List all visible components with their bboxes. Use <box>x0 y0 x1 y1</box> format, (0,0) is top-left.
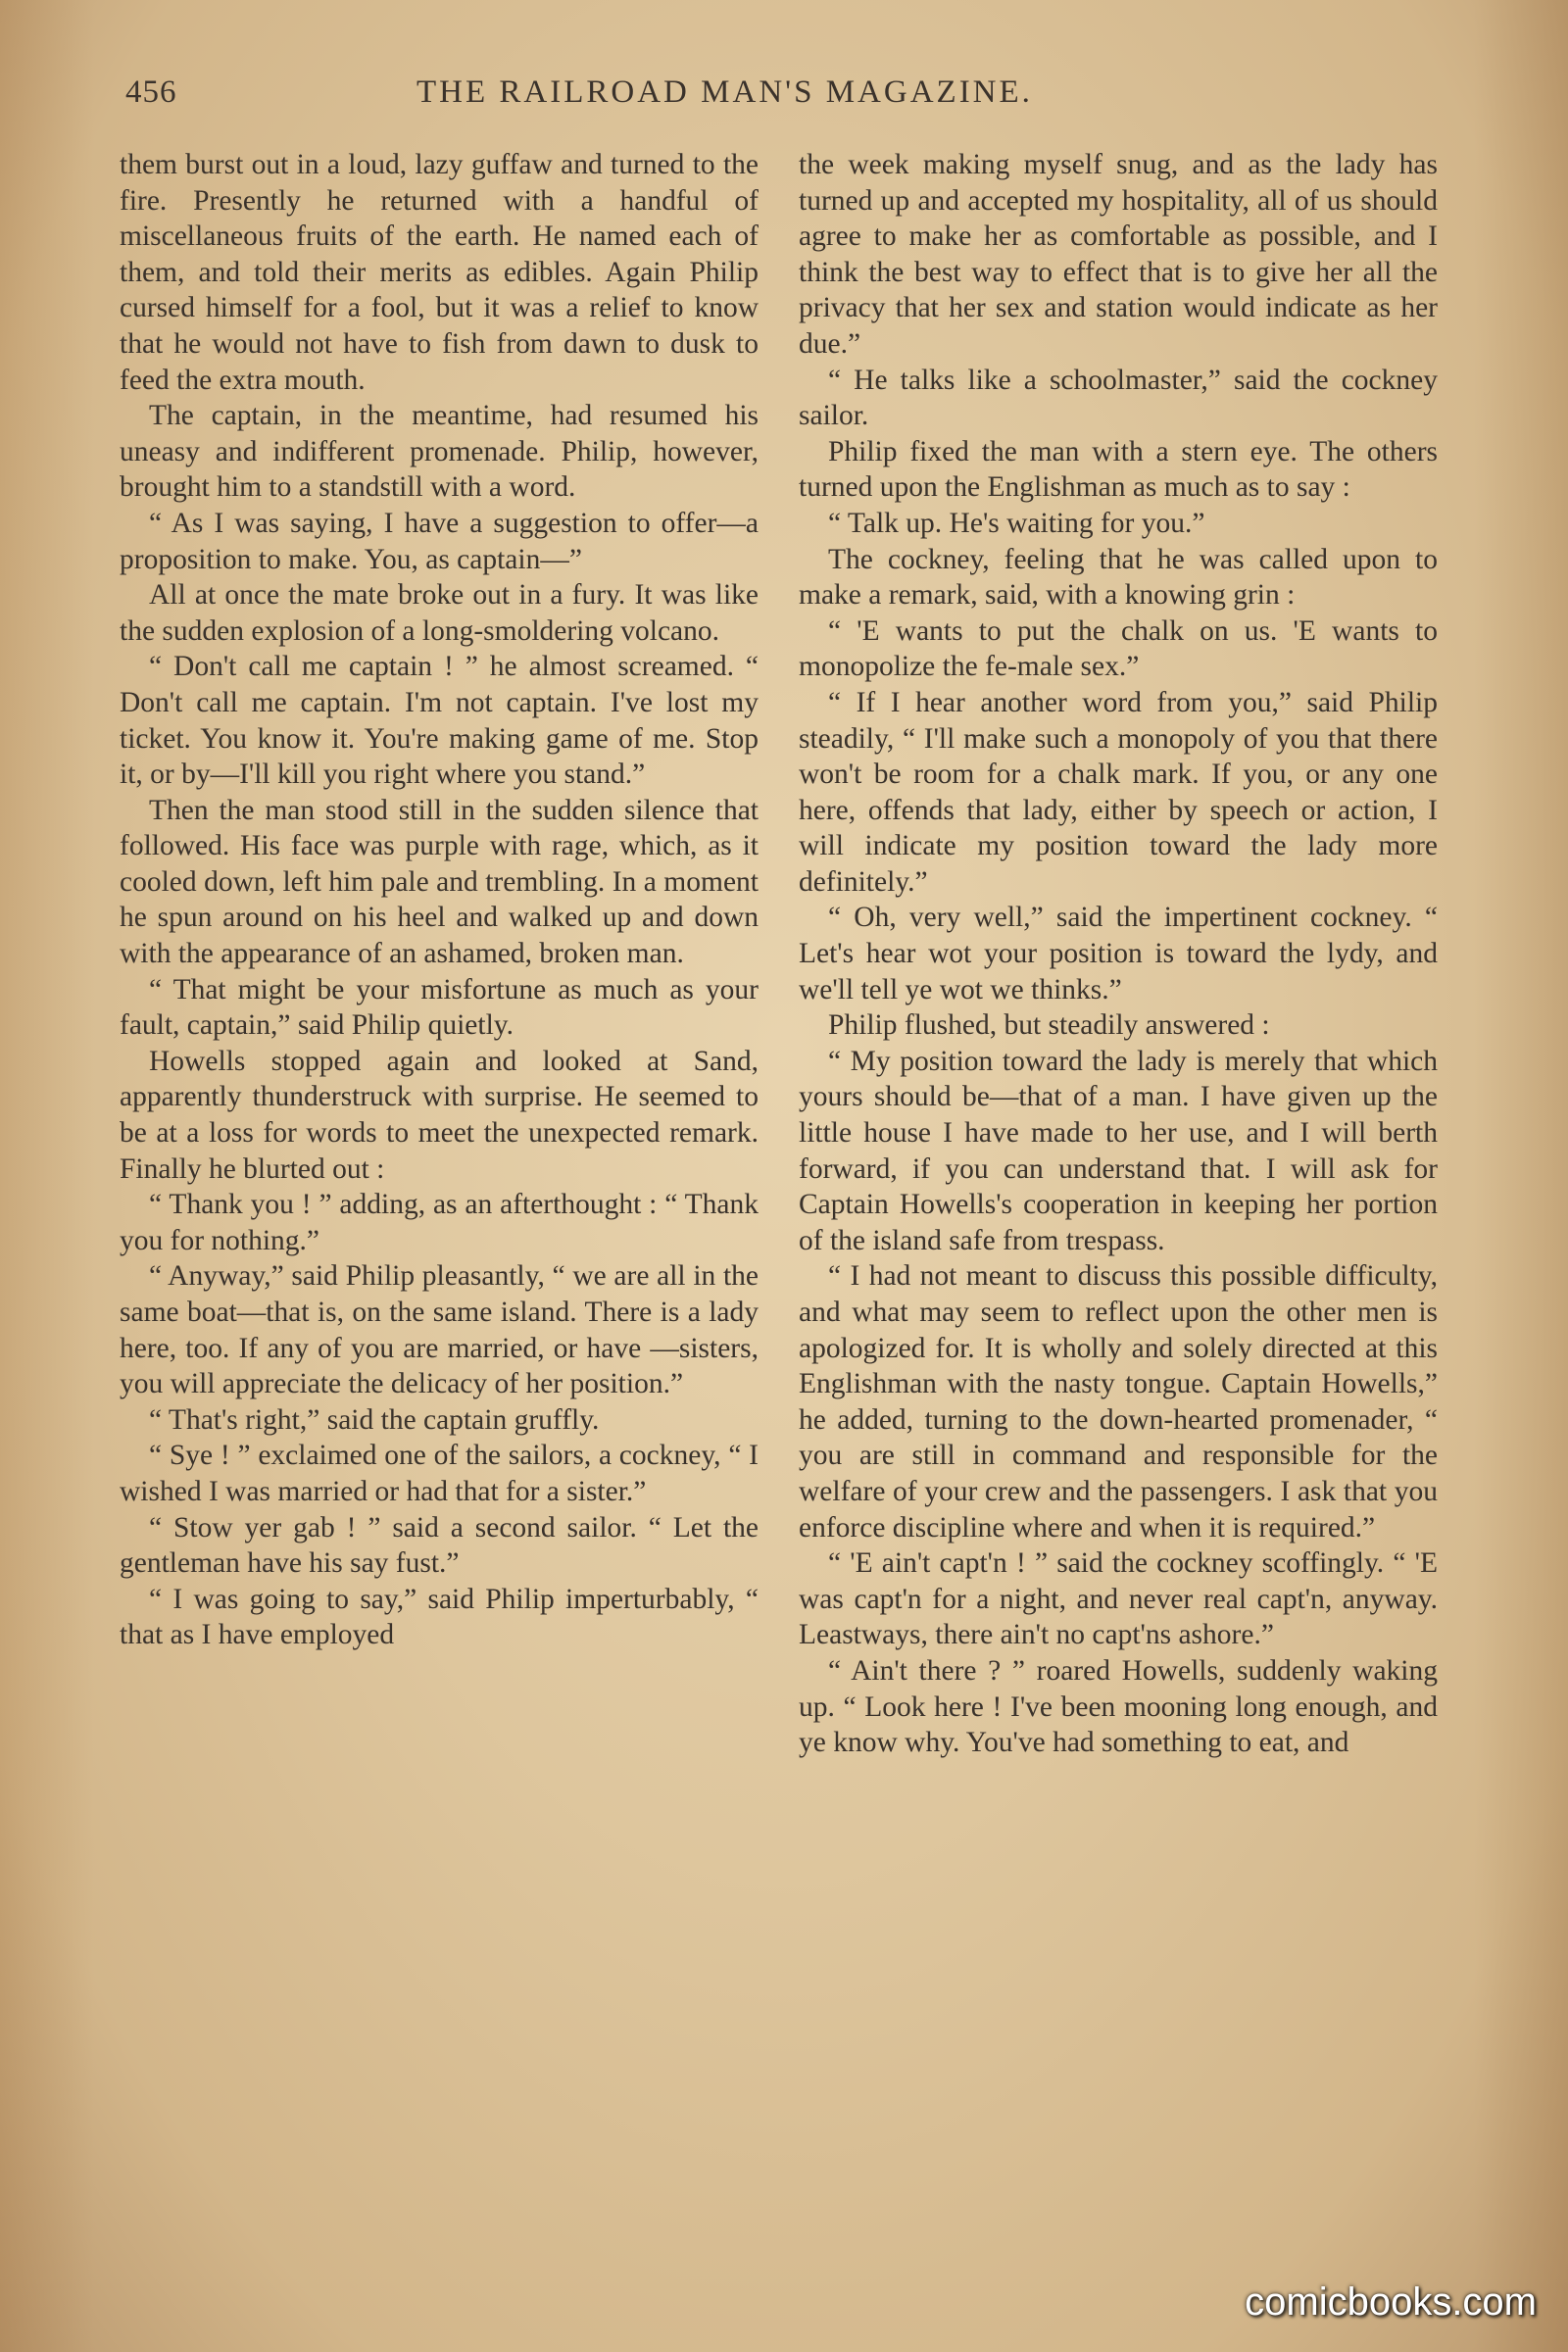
paragraph: “ Talk up. He's waiting for you.” <box>828 507 1205 539</box>
paragraph: “ I was going to say,” said Philip imperturbably, “ that as I have employed <box>120 1583 759 1651</box>
running-head <box>0 74 1568 118</box>
paragraph: The cockney, feeling that he was called upon to make a remark, said, with a knowing grin : <box>799 543 1438 612</box>
paragraph: “ He talks like a schoolmaster,” said the cockney sailor. <box>799 364 1438 432</box>
paragraph: Philip flushed, but steadily answered : <box>828 1009 1270 1042</box>
paragraph: “ That's right,” said the captain gruffly. <box>149 1403 600 1436</box>
magazine-title: THE RAILROAD MAN'S MAGAZINE. <box>416 74 1033 110</box>
paragraph: “ Sye ! ” exclaimed one of the sailors, a cockney, “ I wished I was married or had that for a sister.” <box>120 1440 759 1507</box>
page-number: 456 <box>125 74 177 110</box>
paragraph: “ Oh, very well,” said the impertinent cockney. “ Let's hear wot your position is toward the lydy, and we'll tell ye wot we thinks.” <box>799 902 1438 1005</box>
paragraph: “ Thank you ! ” adding, as an afterthought : “ Thank you for nothing.” <box>120 1189 759 1256</box>
paragraph: “ If I hear another word from you,” said Philip steadily, “ I'll make such a monopoly of you that there won't be room for a chalk mark. If you, or any one here, offends that lady, either by speech or action, I will indicate my position toward the lady more definitely.” <box>799 686 1438 898</box>
paragraph: “ Anyway,” said Philip pleasantly, “ we are all in the same boat—that is, on the same island. There is a lady here, too. If any of you are married, or have —sisters, you will appreciate the delicacy of her position.” <box>120 1260 759 1400</box>
paragraph: Philip fixed the man with a stern eye. The others turned upon the Englishman as much as to say : <box>799 435 1438 504</box>
paragraph: “ Ain't there ? ” roared Howells, suddenly waking up. “ Look here ! I've been mooning long enough, and ye know why. You've had something to eat, and <box>799 1654 1438 1759</box>
watermark: comicbooks.com <box>1245 2280 1537 2324</box>
paragraph: “ Don't call me captain ! ” he almost screamed. “ Don't call me captain. I'm not captain. I've lost my ticket. You know it. You're making game of me. Stop it, or by—I'll kill you right where you stand.” <box>120 651 759 791</box>
paragraph: the week making myself snug, and as the lady has turned up and accepted my hospitality, all of us should agree to make her as comfortable as possible, and I think the best way to effect that is to give her all the privacy that her sex and station would indicate as her due.” <box>799 149 1438 360</box>
paragraph: Then the man stood still in the sudden silence that followed. His face was purple with rage, which, as it cooled down, left him pale and trembling. In a moment he spun around on his heel and walked up and down with the appearance of an ashamed, broken man. <box>120 794 759 970</box>
paragraph: All at once the mate broke out in a fury. It was like the sudden explosion of a long-smoldering volcano. <box>120 579 759 647</box>
paragraph: “ That might be your misfortune as much as your fault, captain,” said Philip quietly. <box>120 973 759 1042</box>
paragraph: “ Stow yer gab ! ” said a second sailor. “ Let the gentleman have his say fust.” <box>120 1511 759 1580</box>
paragraph: Howells stopped again and looked at Sand, apparently thunderstruck with surprise. He seemed to be at a loss for words to meet the unexpected remark. Finally he blurted out : <box>120 1045 759 1185</box>
paragraph: “ My position toward the lady is merely that which yours should be—that of a man. I have given up the little house I have made to her use, and I will berth forward, if you can understand that. I will ask for Captain Howells's cooperation in keeping her portion of the island safe from trespass. <box>799 1045 1438 1256</box>
left-text-column <box>120 147 759 1653</box>
right-text-column <box>799 147 1438 1761</box>
paragraph: The captain, in the meantime, had resumed his uneasy and indifferent promenade. Philip, however, brought him to a standstill with a word. <box>120 400 759 504</box>
paragraph: them burst out in a loud, lazy guffaw and turned to the fire. Presently he returned with a handful of miscellaneous fruits of the earth. He named each of them, and told their merits as edibles. Again Philip cursed himself for a fool, but it was a relief to know that he would not have to fish from dawn to dusk to feed the extra mouth. <box>120 149 759 396</box>
paragraph: “ 'E wants to put the chalk on us. 'E wants to monopolize the fe-male sex.” <box>799 614 1438 683</box>
paragraph: “ I had not meant to discuss this possible difficulty, and what may seem to reflect upon the other men is apologized for. It is wholly and solely directed at this Englishman with the nasty tongue. Captain Howells,” he added, turning to the down-hearted promenader, “ you are still in command and responsible for the welfare of your crew and the passengers. I ask that you enforce discipline where and when it is required.” <box>799 1260 1438 1544</box>
paragraph: “ As I was saying, I have a suggestion to offer—a proposition to make. You, as captain—” <box>120 507 759 575</box>
paragraph: “ 'E ain't capt'n ! ” said the cockney scoffingly. “ 'E was capt'n for a night, and never real capt'n, anyway. Leastways, there ain't no capt'ns ashore.” <box>799 1547 1438 1651</box>
